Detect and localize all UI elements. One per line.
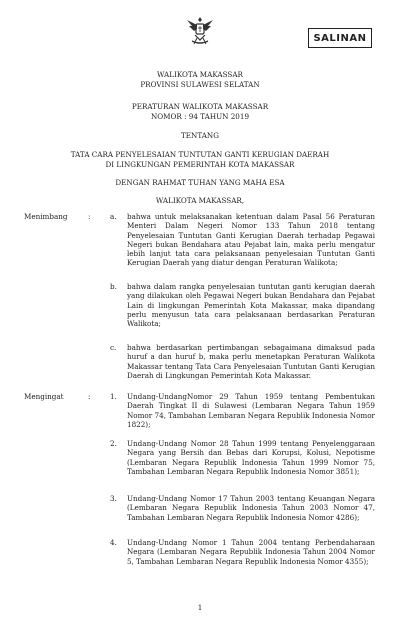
considering-b-text: bahwa dalam rangka penyelesaian tuntutan ganti kerugian daerah yang dilakukan oleh Pegawai Negeri bukan Bendahara dan Pejabat Lain di lingkungan Pemerintah Kota Makassar, maka dipandang perlu menyusun tata cara pelaksanaan berdasarkan Peraturan Walikota;	[127, 282, 375, 329]
observing-4-marker: 4.	[110, 538, 117, 547]
observing-2-marker: 2.	[110, 439, 117, 448]
considering-b-marker: b.	[110, 282, 117, 291]
issuer: WALIKOTA MAKASSAR,	[155, 196, 245, 205]
considering-label: Menimbang	[24, 212, 68, 221]
observing-2-text: Undang-Undang Nomor 28 Tahun 1999 tentang Penyelenggaraan Negara yang Bersih dan Bebas dari Korupsi, Kolusi, Nepotisme (Lembaran Negara Republik Indonesia Tahun 1999 Nomor 75, Tambahan Lembaran Negara Republik Indonesia Nomor 3851);	[127, 439, 375, 476]
considering-colon: :	[88, 212, 91, 221]
subject-line-1: TATA CARA PENYELESAIAN TUNTUTAN GANTI KERUGIAN DAERAH	[70, 150, 330, 159]
observing-label: Mengingat	[24, 392, 64, 401]
observing-colon: :	[88, 392, 91, 401]
observing-4-text: Undang-Undang Nomor 1 Tahun 2004 tentang Perbendaharaan Negara (Lembaran Negara Republik Indonesia Tahun 2004 Nomor 5, Tambahan Lembaran Negara Republik Indonesia Nomor 4355);	[127, 538, 375, 566]
considering-a-text: bahwa untuk melaksanakan ketentuan dalam Pasal 56 Peraturan Menteri Dalam Negeri Nomor 133 Tahun 2018 tentang Penyelesaian Tuntutan Ganti Kerugian Daerah terhadap Pegawai Negeri bukan Bendahara atau Pejabat lain, maka perlu mengatur lebih lanjut tata cara pelaksanaan penyelesaian Tuntutan Ganti Kerugian Daerah yang diatur dengan Peraturan Walikota;	[127, 212, 375, 268]
regulation-number: NOMOR : 94 TAHUN 2019	[150, 112, 250, 121]
about-label: TENTANG	[181, 131, 219, 140]
observing-3-text: Undang-Undang Nomor 17 Tahun 2003 tentang Keuangan Negara (Lembaran Negara Republik Indonesia Tahun 2003 Nomor 47, Tambahan Lembaran Negara Republik Indonesia Nomor 4286);	[127, 494, 375, 522]
garuda-emblem-icon	[185, 14, 215, 48]
header-line-1: WALIKOTA MAKASSAR	[157, 70, 243, 79]
header-line-2: PROVINSI SULAWESI SELATAN	[140, 80, 260, 89]
observing-1-text: Undang-UndangNomor 29 Tahun 1959 tentang Pembentukan Daerah Tingkat II di Sulawesi (Lembaran Negara Tahun 1959 Nomor 74, Tambahan Lembaran Negara Republik Indonesia Nomor 1822);	[127, 392, 375, 429]
considering-c-marker: c.	[110, 343, 117, 352]
considering-a-marker: a.	[110, 212, 117, 221]
considering-c-text: bahwa berdasarkan pertimbangan sebagaimana dimaksud pada huruf a dan huruf b, maka perlu menetapkan Peraturan Walikota Makassar tentang Tata Cara Penyelesaian Tuntutan Ganti Kerugian Daerah di Lingkungan Pemerintah Kota Makassar.	[127, 343, 375, 380]
observing-3-marker: 3.	[110, 494, 117, 503]
observing-1-marker: 1.	[110, 392, 117, 401]
regulation-title: PERATURAN WALIKOTA MAKASSAR	[131, 102, 269, 111]
invocation: DENGAN RAHMAT TUHAN YANG MAHA ESA	[115, 178, 285, 187]
salinan-stamp: SALINAN	[308, 28, 372, 48]
page-number: 1	[197, 603, 203, 612]
subject-line-2: DI LINGKUNGAN PEMERINTAH KOTA MAKASSAR	[105, 160, 295, 169]
